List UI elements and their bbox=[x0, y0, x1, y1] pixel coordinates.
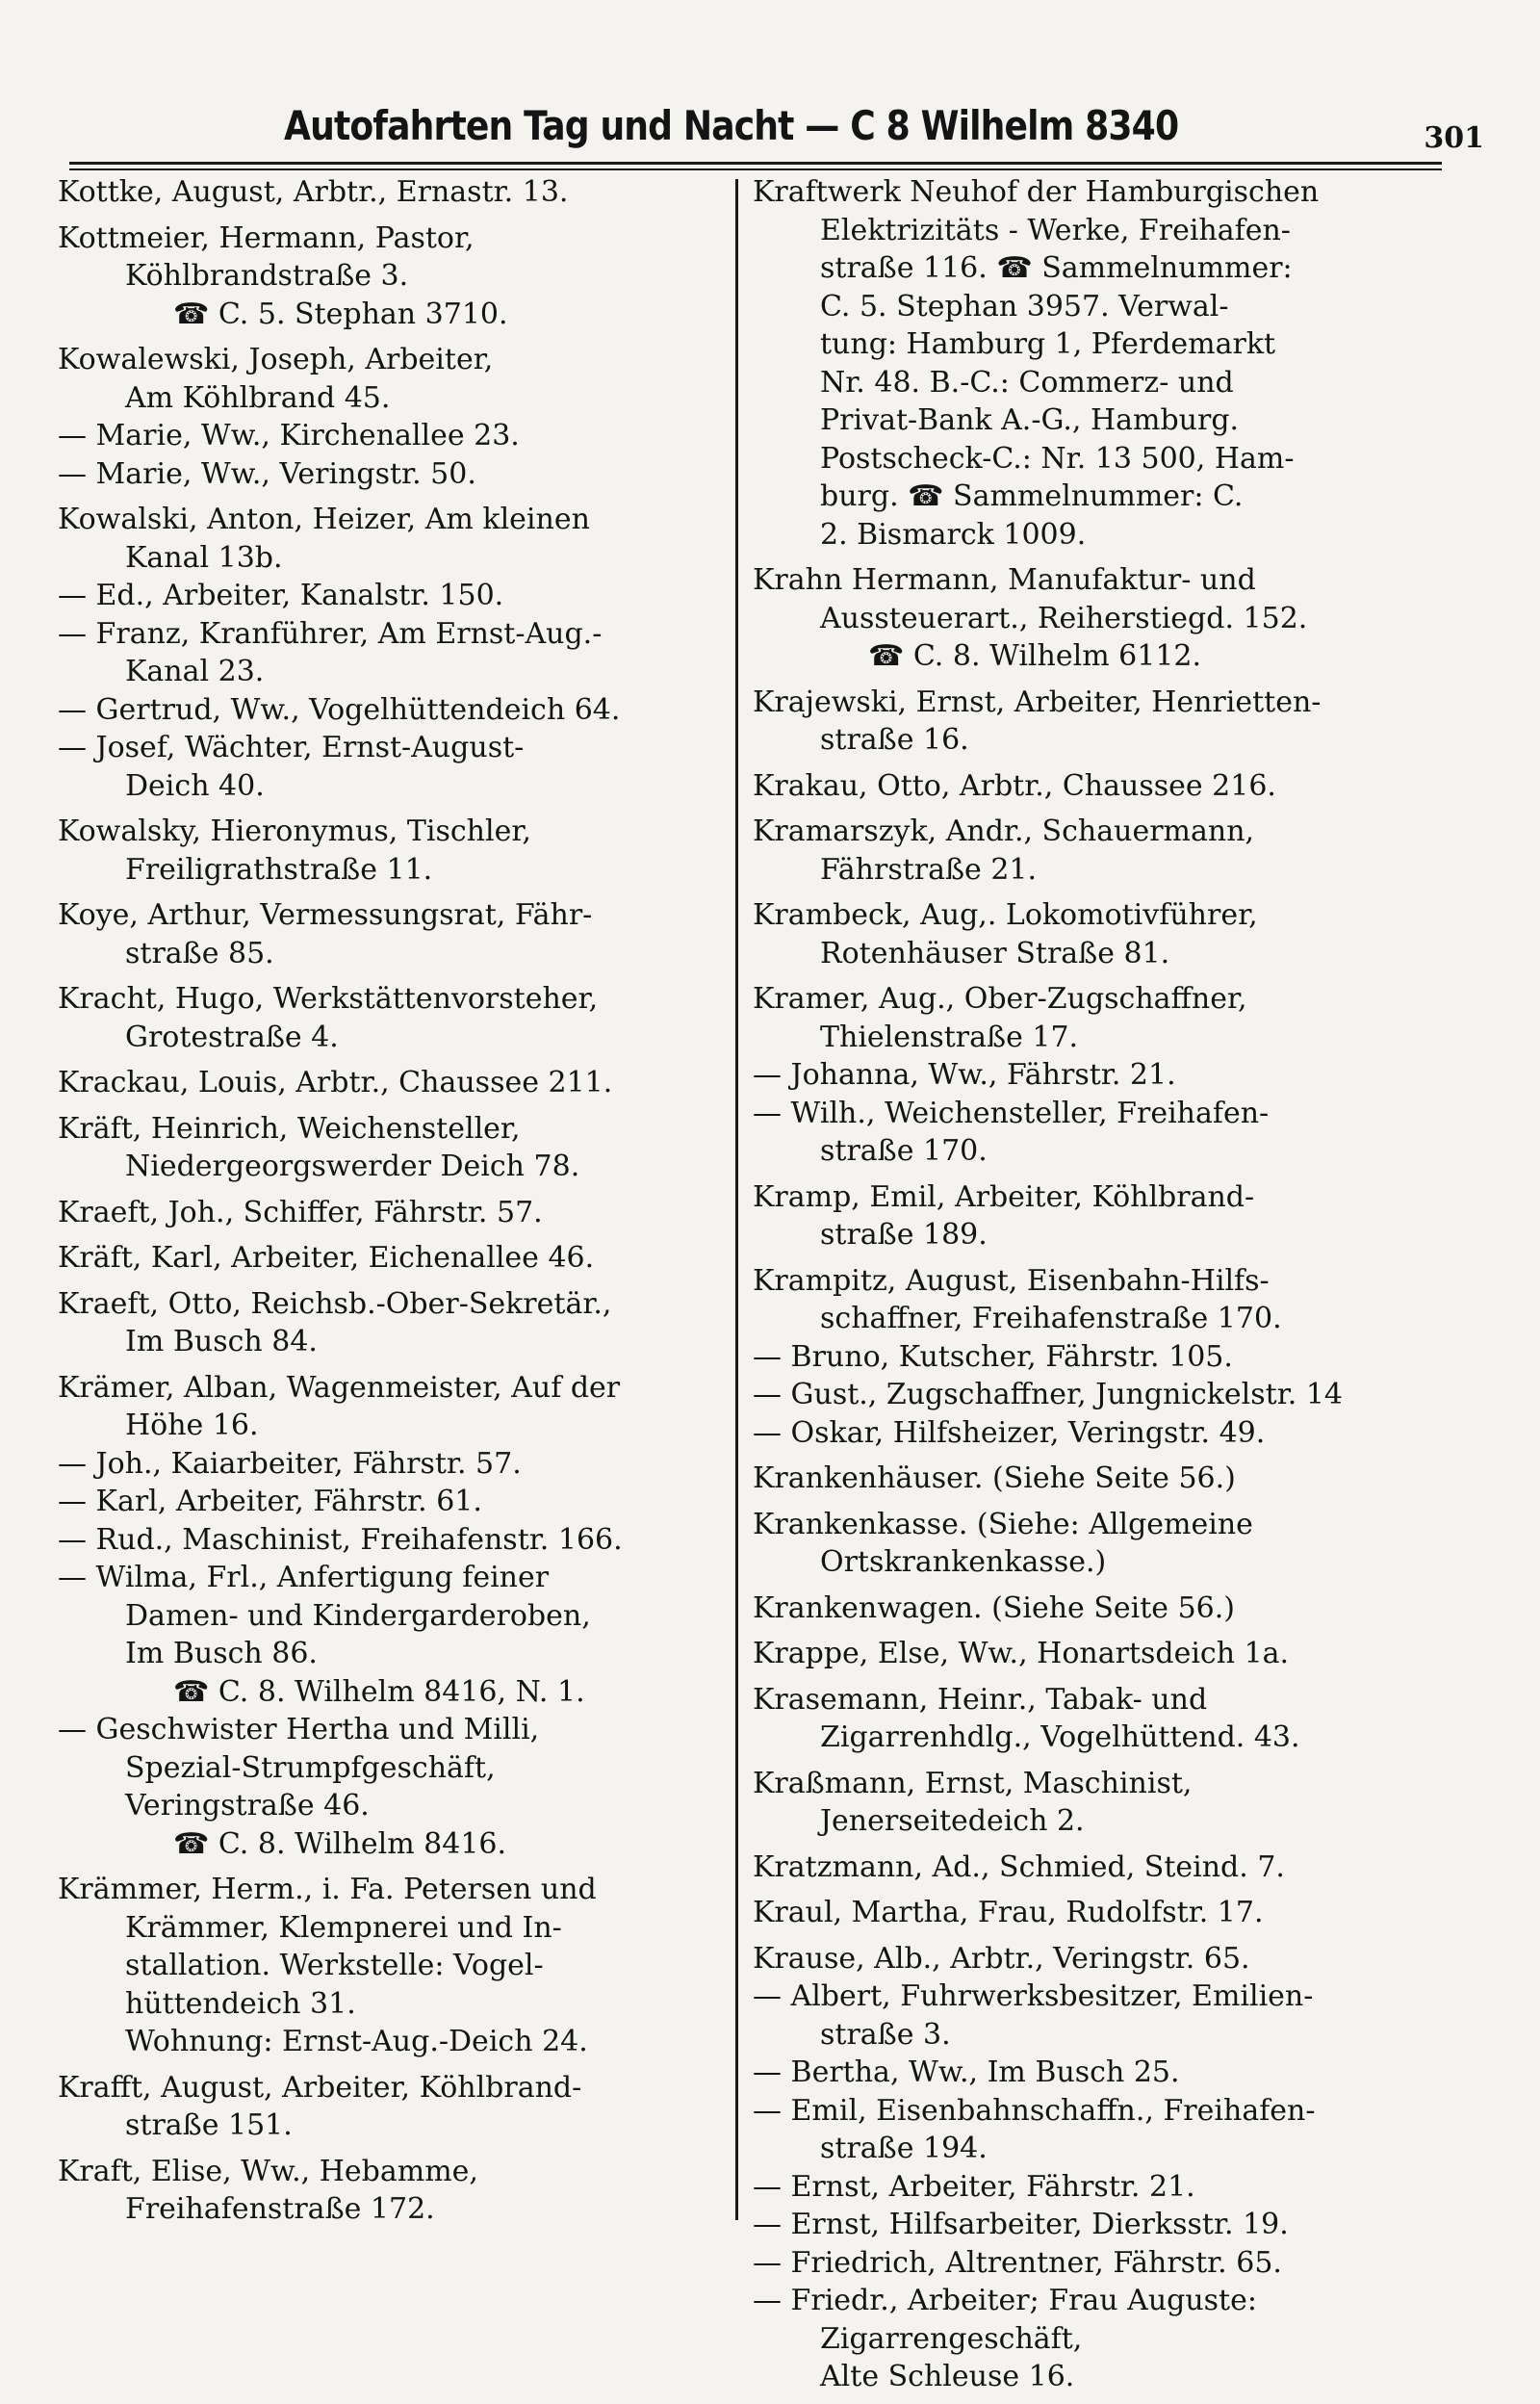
entry-name-line: Kottmeier, Hermann, Pastor, bbox=[58, 220, 475, 255]
entry-detail-line: — Ernst, Arbeiter, Fährstr. 21. bbox=[753, 2169, 1195, 2204]
entry-detail-line: straße 189. bbox=[820, 1218, 988, 1252]
directory-entry bbox=[753, 767, 1426, 806]
entry-name-line: Krause, Alb., Arbtr., Veringstr. 65. bbox=[753, 1941, 1250, 1976]
directory-entry bbox=[753, 561, 1426, 676]
directory-entry bbox=[753, 813, 1426, 889]
entry-name-line: Kraft, Elise, Ww., Hebamme, bbox=[58, 2154, 478, 2188]
entry-name-line: Kramer, Aug., Ober-Zugschaffner, bbox=[753, 982, 1247, 1016]
entry-detail-line: — Marie, Ww., Veringstr. 50. bbox=[58, 456, 476, 491]
entry-name-line: Kracht, Hugo, Werkstättenvorsteher, bbox=[58, 982, 599, 1016]
entry-name-line: Kraßmann, Ernst, Maschinist, bbox=[753, 1766, 1193, 1800]
header-title: Autofahrten Tag und Nacht — C 8 Wilhelm 8340 bbox=[284, 102, 1179, 149]
entry-detail-line: ☎ C. 8. Wilhelm 8416, N. 1. bbox=[173, 1674, 585, 1709]
entry-name-line: Krankenkasse. (Siehe: Allgemeine bbox=[753, 1507, 1253, 1541]
entry-detail-line: — Wilma, Frl., Anfertigung feiner bbox=[58, 1561, 550, 1594]
entry-detail-line: Im Busch 86. bbox=[125, 1637, 318, 1670]
directory-entry bbox=[753, 1940, 1426, 2396]
header-rule bbox=[69, 162, 1442, 165]
entry-name-line: Krahn Hermann, Manufaktur- und bbox=[753, 563, 1256, 597]
entry-name-line: Kraftwerk Neuhof der Hamburgischen bbox=[753, 175, 1320, 209]
entry-detail-line: Freiligrathstraße 11. bbox=[125, 852, 433, 887]
entry-detail-line: Freihafenstraße 172. bbox=[125, 2192, 435, 2226]
entry-detail-line: 2. Bismarck 1009. bbox=[820, 517, 1087, 552]
entry-detail-line: Zigarrenhdlg., Vogelhüttend. 43. bbox=[820, 1720, 1300, 1754]
entry-detail-line: — Bertha, Ww., Im Busch 25. bbox=[753, 2055, 1180, 2089]
entry-name-line: Krampitz, August, Eisenbahn-Hilfs- bbox=[753, 1263, 1270, 1298]
entry-detail-line: Veringstraße 46. bbox=[125, 1789, 370, 1822]
entry-name-line: Kowalsky, Hieronymus, Tischler, bbox=[58, 814, 531, 848]
entry-detail-line: — Geschwister Hertha und Milli, bbox=[58, 1713, 540, 1746]
directory-entry bbox=[753, 1848, 1426, 1887]
directory-entry bbox=[753, 684, 1426, 760]
entry-detail-line: Jenerseitedeich 2. bbox=[820, 1804, 1085, 1838]
entry-detail-line: Kanal 23. bbox=[125, 655, 265, 688]
entry-detail-line: Spezial-Strumpfgeschäft, bbox=[125, 1750, 496, 1785]
entry-detail-line: Niedergeorgswerder Deich 78. bbox=[125, 1150, 580, 1183]
directory-entry bbox=[753, 1765, 1426, 1841]
entry-name-line: Kramp, Emil, Arbeiter, Köhlbrand- bbox=[753, 1179, 1255, 1214]
directory-entry bbox=[753, 1460, 1426, 1498]
entry-name-line: Kräft, Karl, Arbeiter, Eichenallee 46. bbox=[58, 1241, 595, 1275]
entry-detail-line: stallation. Werkstelle: Vogel- bbox=[125, 1949, 544, 1982]
entry-detail-line: Zigarrengeschäft, bbox=[820, 2321, 1083, 2356]
entry-detail-line: ☎ C. 5. Stephan 3710. bbox=[173, 297, 508, 331]
entry-detail-line: Deich 40. bbox=[125, 768, 265, 803]
directory-entry bbox=[753, 1635, 1426, 1673]
entry-detail-line: Im Busch 84. bbox=[125, 1325, 318, 1358]
entry-detail-line: — Albert, Fuhrwerksbesitzer, Emilien- bbox=[753, 1979, 1314, 2013]
entry-name-line: Koye, Arthur, Vermessungsrat, Fähr- bbox=[58, 898, 593, 932]
directory-entry bbox=[753, 1681, 1426, 1757]
entry-detail-line: hüttendeich 31. bbox=[125, 1986, 356, 2021]
entry-detail-line: Postscheck-C.: Nr. 13 500, Ham- bbox=[820, 441, 1295, 476]
entry-name-line: Krasemann, Heinr., Tabak- und bbox=[753, 1682, 1208, 1717]
directory-entry bbox=[753, 1178, 1426, 1254]
entry-detail-line: — Ed., Arbeiter, Kanalstr. 150. bbox=[58, 579, 504, 612]
entry-detail-line: — Emil, Eisenbahnschaffn., Freihafen- bbox=[753, 2093, 1316, 2128]
directory-entry bbox=[753, 1262, 1426, 1453]
entry-detail-line: straße 116. ☎ Sammelnummer: bbox=[820, 251, 1293, 285]
entry-detail-line: — Bruno, Kutscher, Fährstr. 105. bbox=[753, 1339, 1233, 1374]
entry-detail-line: Grotestraße 4. bbox=[125, 1020, 339, 1054]
directory-entry bbox=[58, 1239, 712, 1278]
directory-entry bbox=[58, 501, 712, 805]
directory-entry bbox=[58, 1110, 712, 1186]
entry-detail-line: Damen- und Kindergarderoben, bbox=[125, 1598, 591, 1633]
entry-detail-line: Nr. 48. B.-C.: Commerz- und bbox=[820, 365, 1234, 400]
entry-name-line: Krafft, August, Arbeiter, Köhlbrand- bbox=[58, 2070, 582, 2105]
page-header bbox=[58, 96, 1492, 164]
directory-entry bbox=[753, 980, 1426, 1171]
entry-detail-line: straße 3. bbox=[820, 2017, 951, 2052]
entry-name-line: Krackau, Louis, Arbtr., Chaussee 211. bbox=[58, 1066, 613, 1099]
entry-name-line: Kraul, Martha, Frau, Rudolfstr. 17. bbox=[753, 1896, 1264, 1929]
directory-entry bbox=[753, 896, 1426, 972]
entry-detail-line: Privat-Bank A.-G., Hamburg. bbox=[820, 403, 1240, 437]
entry-name-line: Krämer, Alban, Wagenmeister, Auf der bbox=[58, 1370, 621, 1405]
directory-entry bbox=[58, 1064, 712, 1102]
column-divider bbox=[735, 179, 738, 2220]
entry-name-line: Krakau, Otto, Arbtr., Chaussee 216. bbox=[753, 768, 1276, 803]
entry-detail-line: Krämmer, Klempnerei und In- bbox=[125, 1910, 562, 1945]
entry-detail-line: — Ernst, Hilfsarbeiter, Dierksstr. 19. bbox=[753, 2208, 1289, 2241]
entry-detail-line: — Joh., Kaiarbeiter, Fährstr. 57. bbox=[58, 1446, 522, 1481]
directory-entry bbox=[753, 173, 1426, 554]
entry-detail-line: straße 85. bbox=[125, 936, 274, 970]
entry-detail-line: Aussteuerart., Reiherstiegd. 152. bbox=[820, 601, 1308, 635]
directory-entry bbox=[58, 1369, 712, 1864]
page-number: 301 bbox=[1424, 121, 1484, 155]
entry-detail-line: — Friedrich, Altrentner, Fährstr. 65. bbox=[753, 2245, 1282, 2280]
entry-name-line: Kramarszyk, Andr., Schauermann, bbox=[753, 814, 1255, 848]
entry-name-line: Kowalewski, Joseph, Arbeiter, bbox=[58, 343, 494, 376]
entry-detail-line: — Josef, Wächter, Ernst-August- bbox=[58, 731, 525, 764]
directory-entry bbox=[58, 220, 712, 334]
entry-name-line: Kratzmann, Ad., Schmied, Steind. 7. bbox=[753, 1849, 1285, 1884]
entry-name-line: Kräft, Heinrich, Weichensteller, bbox=[58, 1111, 521, 1146]
entry-detail-line: — Rud., Maschinist, Freihafenstr. 166. bbox=[58, 1522, 623, 1557]
directory-entry bbox=[58, 896, 712, 972]
directory-entry bbox=[58, 1871, 712, 2061]
entry-detail-line: straße 194. bbox=[820, 2132, 988, 2165]
entry-detail-line: — Friedr., Arbeiter; Frau Auguste: bbox=[753, 2284, 1257, 2317]
entry-detail-line: — Oskar, Hilfsheizer, Veringstr. 49. bbox=[753, 1415, 1266, 1450]
entry-detail-line: — Johanna, Ww., Fährstr. 21. bbox=[753, 1058, 1176, 1092]
directory-entry bbox=[753, 1894, 1426, 1932]
entry-detail-line: burg. ☎ Sammelnummer: C. bbox=[820, 479, 1244, 513]
entry-detail-line: — Gust., Zugschaffner, Jungnickelstr. 14 bbox=[753, 1378, 1344, 1411]
left-column bbox=[58, 173, 712, 2236]
entry-detail-line: Höhe 16. bbox=[125, 1409, 259, 1442]
entry-name-line: Krappe, Else, Ww., Honartsdeich 1a. bbox=[753, 1637, 1290, 1670]
directory-entry bbox=[58, 2069, 712, 2145]
entry-detail-line: Rotenhäuser Straße 81. bbox=[820, 936, 1170, 970]
entry-detail-line: Wohnung: Ernst-Aug.-Deich 24. bbox=[125, 2025, 588, 2058]
header-rule-thin bbox=[69, 168, 1442, 170]
directory-entry bbox=[753, 1590, 1426, 1628]
entry-detail-line: Fährstraße 21. bbox=[820, 852, 1038, 887]
entry-detail-line: ☎ C. 8. Wilhelm 8416. bbox=[173, 1826, 507, 1861]
entry-detail-line: straße 170. bbox=[820, 1134, 988, 1168]
entry-detail-line: Ortskrankenkasse.) bbox=[820, 1545, 1107, 1579]
directory-entry bbox=[58, 1194, 712, 1232]
entry-detail-line: schaffner, Freihafenstraße 170. bbox=[820, 1302, 1282, 1335]
entry-name-line: Krajewski, Ernst, Arbeiter, Henrietten- bbox=[753, 685, 1322, 719]
directory-entry bbox=[753, 1506, 1426, 1582]
directory-entry bbox=[58, 173, 712, 212]
directory-entry bbox=[58, 813, 712, 889]
entry-detail-line: — Wilh., Weichensteller, Freihafen- bbox=[753, 1096, 1270, 1130]
entry-detail-line: straße 16. bbox=[820, 723, 969, 757]
directory-entry bbox=[58, 1285, 712, 1361]
entry-detail-line: tung: Hamburg 1, Pferdemarkt bbox=[820, 327, 1276, 361]
entry-detail-line: ☎ C. 8. Wilhelm 6112. bbox=[868, 639, 1202, 673]
entry-name-line: Krambeck, Aug,. Lokomotivführer, bbox=[753, 898, 1258, 932]
entry-detail-line: Köhlbrandstraße 3. bbox=[125, 259, 409, 293]
entry-detail-line: C. 5. Stephan 3957. Verwal- bbox=[820, 289, 1229, 323]
entry-detail-line: Elektrizitäts - Werke, Freihafen- bbox=[820, 213, 1291, 247]
directory-entry bbox=[58, 341, 712, 493]
directory-entry bbox=[58, 2153, 712, 2229]
entry-detail-line: straße 151. bbox=[125, 2108, 293, 2142]
entry-detail-line: — Franz, Kranführer, Am Ernst-Aug.- bbox=[58, 616, 603, 651]
entry-name-line: Krämmer, Herm., i. Fa. Petersen und bbox=[58, 1873, 597, 1906]
entry-name-line: Krankenwagen. (Siehe Seite 56.) bbox=[753, 1590, 1236, 1625]
entry-name-line: Krankenhäuser. (Siehe Seite 56.) bbox=[753, 1461, 1236, 1495]
entry-name-line: Kraeft, Otto, Reichsb.-Ober-Sekretär., bbox=[58, 1286, 612, 1321]
entry-name-line: Kottke, August, Arbtr., Ernastr. 13. bbox=[58, 175, 569, 209]
entry-name-line: Kowalski, Anton, Heizer, Am kleinen bbox=[58, 503, 590, 536]
right-column bbox=[753, 173, 1426, 2404]
entry-detail-line: Thielenstraße 17. bbox=[820, 1020, 1079, 1054]
entry-detail-line: — Karl, Arbeiter, Fährstr. 61. bbox=[58, 1485, 482, 1518]
directory-entry bbox=[58, 980, 712, 1056]
entry-detail-line: Alte Schleuse 16. bbox=[820, 2360, 1075, 2393]
entry-detail-line: Am Köhlbrand 45. bbox=[125, 380, 391, 415]
entry-detail-line: Kanal 13b. bbox=[125, 540, 283, 575]
entry-name-line: Kraeft, Joh., Schiffer, Fährstr. 57. bbox=[58, 1195, 543, 1229]
entry-detail-line: — Marie, Ww., Kirchenallee 23. bbox=[58, 419, 520, 452]
entry-detail-line: — Gertrud, Ww., Vogelhüttendeich 64. bbox=[58, 692, 621, 727]
